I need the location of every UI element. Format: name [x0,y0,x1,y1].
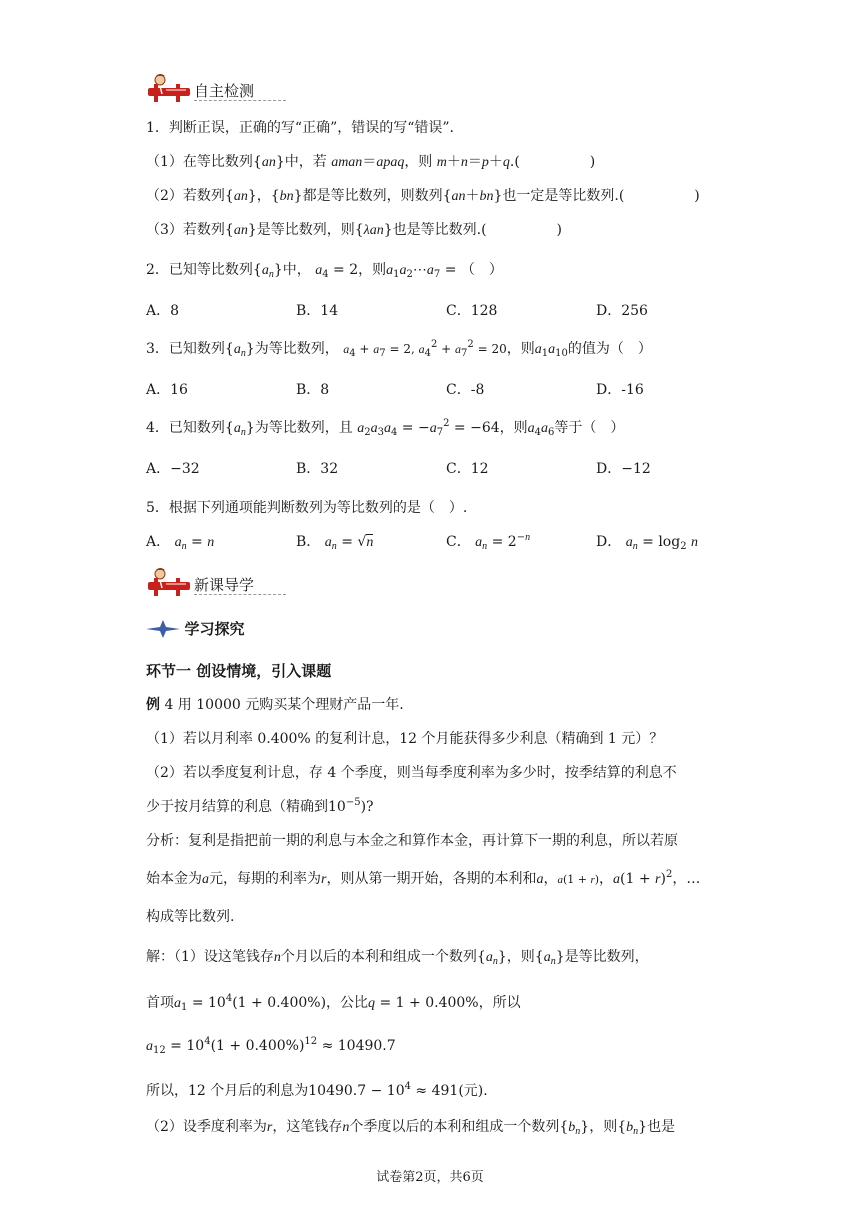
section-underline [194,594,286,595]
section-title: 新课导学 [194,576,255,594]
q2-option-d[interactable]: D．256 [596,303,648,319]
example-part-1: （1）若以月利率 0.400% 的复利计息，12 个月能获得多少利息（精确到 1 元）？ [146,731,664,747]
solution-line-3: $a_{12} = 10^4(1 + 0.400\%)^{12} \approx 10490.7$ [146,1036,396,1056]
q4-option-d[interactable]: D．−12 [596,461,651,477]
q3-option-b[interactable]: B．8 [296,382,330,398]
q4-option-c[interactable]: C．12 [446,461,489,477]
q4-stem: 4．已知数列$\{a_n\}$为等比数列，且 $a_2a_3a_4 = -a_7^2 = -64$，则$a_4a_6$等于（ ） [146,418,625,438]
q1-item-3: （3）若数列{an}是等比数列，则{λan}也是等比数列.( ) [146,222,563,238]
q4-option-b[interactable]: B．32 [296,461,339,477]
solution-line-5: （2）设季度利率为r，这笔钱存n个季度以后的本利和组成一个数列$\{b_n\}$，则$\{b_n\}$也是 [146,1119,676,1137]
solution-line-4: 所以，12 个月后的利息为$10490.7 - 10^4 \approx 491$(元). [146,1081,488,1099]
q2-stem: 2．已知等比数列$\{a_n\}$中， $a_4 = 2$，则$a_1a_2\cdots a_7$ = （ ） [146,262,503,280]
analysis-line-2: 始本金为a元，每期的利率为r，则从第一期开始，各期的本利和a，a(1 + r)，$a(1 + r)^2$，… [146,869,701,887]
q1-item-2: （2）若数列{an}，{bn}都是等比数列，则数列{an＋bn}也一定是等比数列.( ) [146,188,700,204]
q5-option-b[interactable]: B． $a_n = √n$ [296,534,374,552]
q3-stem: 3．已知数列$\{a_n\}$为等比数列， $a_4 + a_7 = 2$, $a_4^2 + a_7^2 = 20$，则$a_1a_{10}$的值为（ ） [146,339,652,359]
solution-line-1: 解：（1）设这笔钱存n个月以后的本利和组成一个数列$\{a_n\}$，则$\{a_n\}$是等比数列， [146,949,649,967]
section-header-new-lesson [146,566,286,598]
q2-option-c[interactable]: C．128 [446,303,498,319]
solution-line-2: 首项$a_1 = 10^4(1 + 0.400\%)$，公比q = 1 + 0.400%，所以 [146,993,521,1013]
study-explore-heading: 学习探究 [146,618,244,639]
link-one-title: 环节一 创设情境，引入课题 [146,662,332,680]
example-part-2b: 少于按月结算的利息（精确到$10^{-5}$)? [146,797,374,815]
section-logo-icon [146,566,192,598]
q2-option-b[interactable]: B．14 [296,303,339,319]
q4-option-a[interactable]: A．−32 [146,461,200,477]
q5-option-d[interactable]: D． $a_n = \log_2 n$ [596,534,699,552]
example-part-2a: （2）若以季度复利计息，存 4 个季度，则当每季度利率为多少时，按季结算的利息不 [146,765,677,781]
star-icon [146,620,180,638]
q3-option-a[interactable]: A．16 [146,382,188,398]
analysis-line-1: 分析：复利是指把前一期的利息与本金之和算作本金，再计算下一期的利息，所以若原 [146,833,678,849]
analysis-line-3: 构成等比数列. [146,909,235,925]
section-logo-icon [146,72,192,104]
section-header-self-check [146,72,286,104]
q3-option-d[interactable]: D．-16 [596,382,644,398]
example-title: 例 4 用 10000 元购买某个理财产品一年. [146,697,404,713]
q5-option-a[interactable]: A． $a_n = n$ [146,534,215,552]
page-footer: 试卷第2页，共6页 [376,1170,484,1185]
q1-stem: 1．判断正误，正确的写“正确”，错误的写“错误”. [146,120,454,136]
q5-stem: 5．根据下列通项能判断数列为等比数列的是（ ）. [146,500,468,516]
q3-option-c[interactable]: C．-8 [446,382,485,398]
section-underline [194,100,286,101]
section-title: 自主检测 [194,82,255,100]
q5-option-c[interactable]: C． $a_n = 2^{-n}$ [446,532,531,552]
q1-item-1: （1）在等比数列{an}中，若 aman＝apaq，则 m＋n＝p＋q.( ) [146,154,596,170]
q2-option-a[interactable]: A．8 [146,303,180,319]
